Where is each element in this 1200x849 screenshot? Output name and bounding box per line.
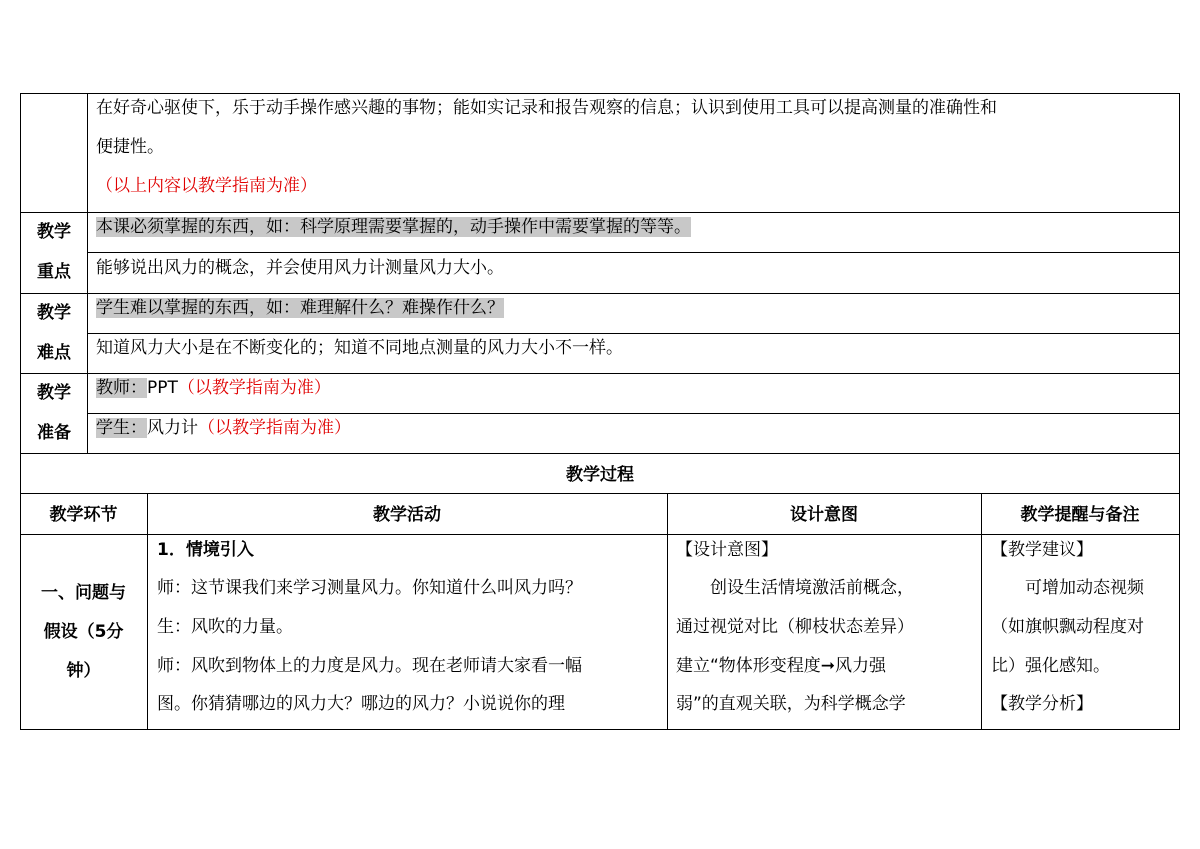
row-divider bbox=[20, 293, 1180, 294]
goals-text-line-1: 在好奇心驱使下，乐于动手操作感兴趣的事物；能如实记录和报告观察的信息；认识到使用工具可以提高测量的准确性和 bbox=[96, 98, 997, 118]
row-subdivider bbox=[87, 252, 1180, 253]
row-divider bbox=[20, 453, 1180, 454]
activity-line: 师：风吹到物体上的力度是风力。现在老师请大家看一幅 bbox=[157, 656, 582, 676]
label-column-divider bbox=[87, 93, 88, 454]
row-divider bbox=[20, 373, 1180, 374]
row-subdivider bbox=[87, 333, 1180, 334]
header-intent: 设计意图 bbox=[790, 505, 858, 525]
difficulties-label-1: 教学 bbox=[37, 303, 71, 323]
student-item: 风力计 bbox=[147, 418, 198, 438]
process-column-divider bbox=[147, 493, 148, 730]
stage-line-2: 假设（5分 bbox=[43, 622, 124, 642]
remarks-line: 比）强化感知。 bbox=[991, 656, 1110, 676]
table-border-top bbox=[20, 93, 1180, 94]
activity-line: 图。你猜猜哪边的风力大？哪边的风力？小说说你的理 bbox=[157, 694, 565, 714]
student-label: 学生： bbox=[96, 418, 147, 438]
activity-line: 师：这节课我们来学习测量风力。你知道什么叫风力吗？ bbox=[157, 578, 582, 598]
stage-line-1: 一、问题与 bbox=[41, 583, 126, 603]
difficulties-content: 知道风力大小是在不断变化的；知道不同地点测量的风力大小不一样。 bbox=[96, 338, 623, 358]
header-activity: 教学活动 bbox=[373, 505, 441, 525]
goals-text-line-2: 便捷性。 bbox=[96, 137, 164, 157]
process-column-divider bbox=[667, 493, 668, 730]
activity-heading: 1．情境引入 bbox=[157, 540, 254, 560]
teacher-label: 教师： bbox=[96, 378, 147, 398]
intent-line: 弱”的直观关联，为科学概念学 bbox=[676, 694, 906, 714]
stage-line-3: 钟） bbox=[66, 661, 101, 681]
student-note: （以教学指南为准） bbox=[198, 418, 351, 438]
intent-line: 通过视觉对比（柳枝状态差异） bbox=[676, 617, 914, 637]
key-points-hint: 本课必须掌握的东西，如：科学原理需要掌握的，动手操作中需要掌握的等等。 bbox=[96, 217, 691, 237]
process-title: 教学过程 bbox=[566, 465, 634, 485]
intent-line: 建立“物体形变程度➞风力强 bbox=[676, 656, 887, 676]
preparation-label-2: 准备 bbox=[37, 423, 71, 443]
key-points-label-1: 教学 bbox=[37, 222, 71, 242]
row-divider bbox=[20, 212, 1180, 213]
goals-note: （以上内容以教学指南为准） bbox=[96, 176, 317, 196]
table-border-right bbox=[1179, 93, 1180, 730]
intent-heading: 【设计意图】 bbox=[676, 540, 778, 560]
header-remarks: 教学提醒与备注 bbox=[1020, 505, 1140, 525]
row-divider bbox=[20, 493, 1180, 494]
row-subdivider bbox=[87, 413, 1180, 414]
difficulties-hint: 学生难以掌握的东西，如：难理解什么？难操作什么？ bbox=[96, 298, 504, 318]
header-stage: 教学环节 bbox=[49, 505, 118, 525]
teacher-item: PPT bbox=[147, 378, 178, 398]
remarks-heading: 【教学分析】 bbox=[991, 694, 1093, 714]
preparation-student bbox=[96, 418, 351, 438]
remarks-heading: 【教学建议】 bbox=[991, 540, 1093, 560]
remarks-line: 可增加动态视频 bbox=[991, 578, 1144, 598]
row-divider bbox=[20, 534, 1180, 535]
preparation-label-1: 教学 bbox=[37, 383, 71, 403]
key-points-content: 能够说出风力的概念，并会使用风力计测量风力大小。 bbox=[96, 258, 504, 278]
key-points-label-2: 重点 bbox=[37, 262, 71, 282]
activity-line: 生：风吹的力量。 bbox=[157, 617, 293, 637]
process-column-divider bbox=[981, 493, 982, 730]
table-border-bottom bbox=[20, 729, 1180, 730]
remarks-line: （如旗帜飘动程度对 bbox=[991, 617, 1144, 637]
difficulties-label-2: 难点 bbox=[37, 343, 71, 363]
teacher-note: （以教学指南为准） bbox=[177, 378, 331, 398]
intent-line: 创设生活情境激活前概念， bbox=[676, 578, 914, 598]
preparation-teacher bbox=[96, 378, 331, 398]
